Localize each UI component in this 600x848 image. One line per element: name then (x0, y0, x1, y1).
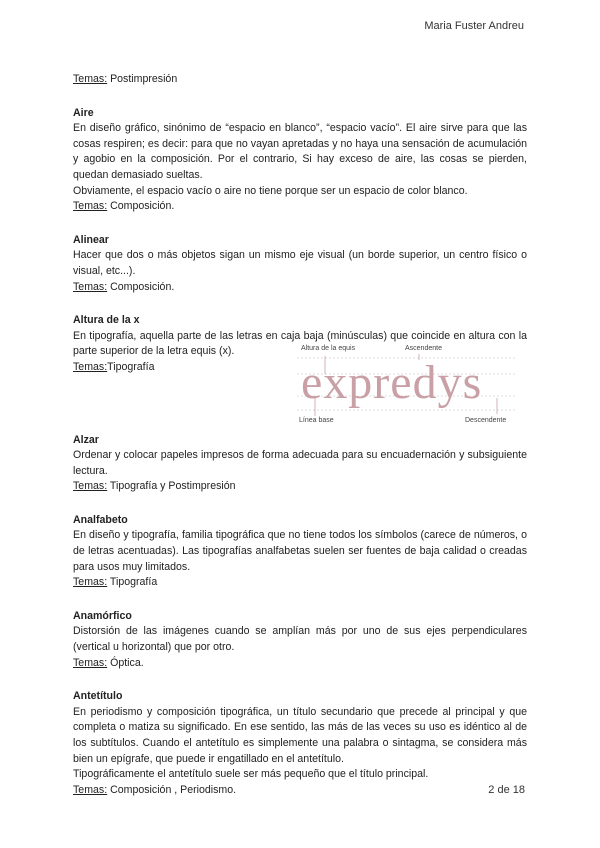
entry-term: Anamórfico (73, 609, 132, 622)
topic-line (73, 479, 527, 495)
topic-label: Temas: (73, 576, 108, 589)
topic-label: Temas: (73, 783, 108, 796)
topic-value: Composición , Periodismo. (107, 783, 237, 796)
ascender-label: Ascendente (405, 345, 442, 352)
topic-value: Óptica. (107, 656, 144, 669)
topic-label: Temas: (73, 360, 108, 373)
topic-value: Tipografía (107, 360, 155, 373)
topic-value: Postimpresión (107, 73, 178, 85)
topic-value: Composición. (107, 280, 175, 293)
topic-line (73, 575, 527, 591)
entry-term: Aire (73, 106, 94, 119)
topic-line-intro (73, 72, 527, 88)
topic-label: Temas: (73, 73, 108, 85)
descender-label: Descendente (465, 417, 507, 424)
entry-term: Alzar (73, 433, 99, 446)
topic-value: Composición. (107, 200, 175, 213)
topic-line (73, 72, 527, 88)
entry-alzar (73, 433, 527, 495)
entry-definition: En periodismo y composición tipográfica, un título secundario que precede al principal y que completa o matiza su significado. En ese sentido, las más de las veces su uso es idéntico al de los subtítulos. Cuando el antetítulo es simplemente una palabra o sintagma, se considera más bien un epígrafe, que puede ir engatillado en el antetítulo. (73, 705, 527, 765)
glossary-content (73, 72, 527, 816)
entry-term: Analfabeto (73, 513, 128, 526)
topic-label: Temas: (73, 480, 108, 493)
baseline-label: Línea base (299, 417, 334, 424)
entry-term: Antetítulo (73, 690, 123, 703)
topic-line (73, 199, 527, 215)
entry-alinear (73, 233, 527, 295)
topic-line (73, 656, 527, 672)
entry-definition: En diseño gráfico, sinónimo de “espacio en blanco”, “espacio vacío”. El aire sirve para que las cosas respiren; es decir: para que no vayan apretadas y no haya una sensación de acumulación y agobio en la composición. Por el contrario, Si hay exceso de aire, las cosas se pierden, quedan demasiado sueltas. (73, 122, 527, 181)
entry-definition: Hacer que dos o más objetos sigan un mismo eje visual (un borde superior, un centro físico o visual, etc...). (73, 249, 527, 277)
entry-definition: En tipografía, aquella parte de las letras en caja baja (minúsculas) que coincide en altura con la parte superior de la letra equis (x). (73, 329, 527, 358)
entry-term: Alinear (73, 233, 109, 246)
xheight-label: Altura de la equis (301, 345, 356, 352)
x-height-figure (297, 344, 515, 428)
entry-term: Altura de la x (73, 314, 140, 327)
entry-extra: Tipográficamente el antetítulo suele ser más pequeño que el título principal. (73, 768, 429, 781)
entry-definition: En diseño y tipografía, familia tipográfica que no tiene todos los símbolos (carece de números, o de letras acentuadas). Las tipografías analfabetas suelen ser fuentes de baja calidad o creadas para usos muy limitados. (73, 529, 527, 573)
topic-line (73, 783, 527, 799)
topic-label: Temas: (73, 280, 108, 293)
header-author: Maria Fuster Andreu (424, 20, 524, 32)
x-height-sample-word: expredys (301, 356, 483, 409)
entry-definition: Ordenar y colocar papeles impresos de forma adecuada para su encuadernación y subsiguiente lectura. (73, 449, 527, 477)
topic-value: Tipografía y Postimpresión (107, 480, 236, 493)
page-number: 2 de 18 (488, 784, 525, 796)
entry-aire (73, 106, 527, 215)
topic-label: Temas: (73, 656, 108, 669)
entry-anamorfico (73, 609, 527, 671)
entry-extra: Obviamente, el espacio vacío o aire no tiene porque ser un espacio de color blanco. (73, 184, 468, 197)
entry-analfabeto (73, 513, 527, 591)
topic-value: Tipografía (107, 576, 158, 589)
topic-label: Temas: (73, 200, 108, 213)
topic-line (73, 280, 527, 296)
entry-antetitulo (73, 689, 527, 798)
entry-definition: Distorsión de las imágenes cuando se amplían más por uno de sus ejes perpendiculares (vertical u horizontal) que por otro. (73, 625, 527, 654)
